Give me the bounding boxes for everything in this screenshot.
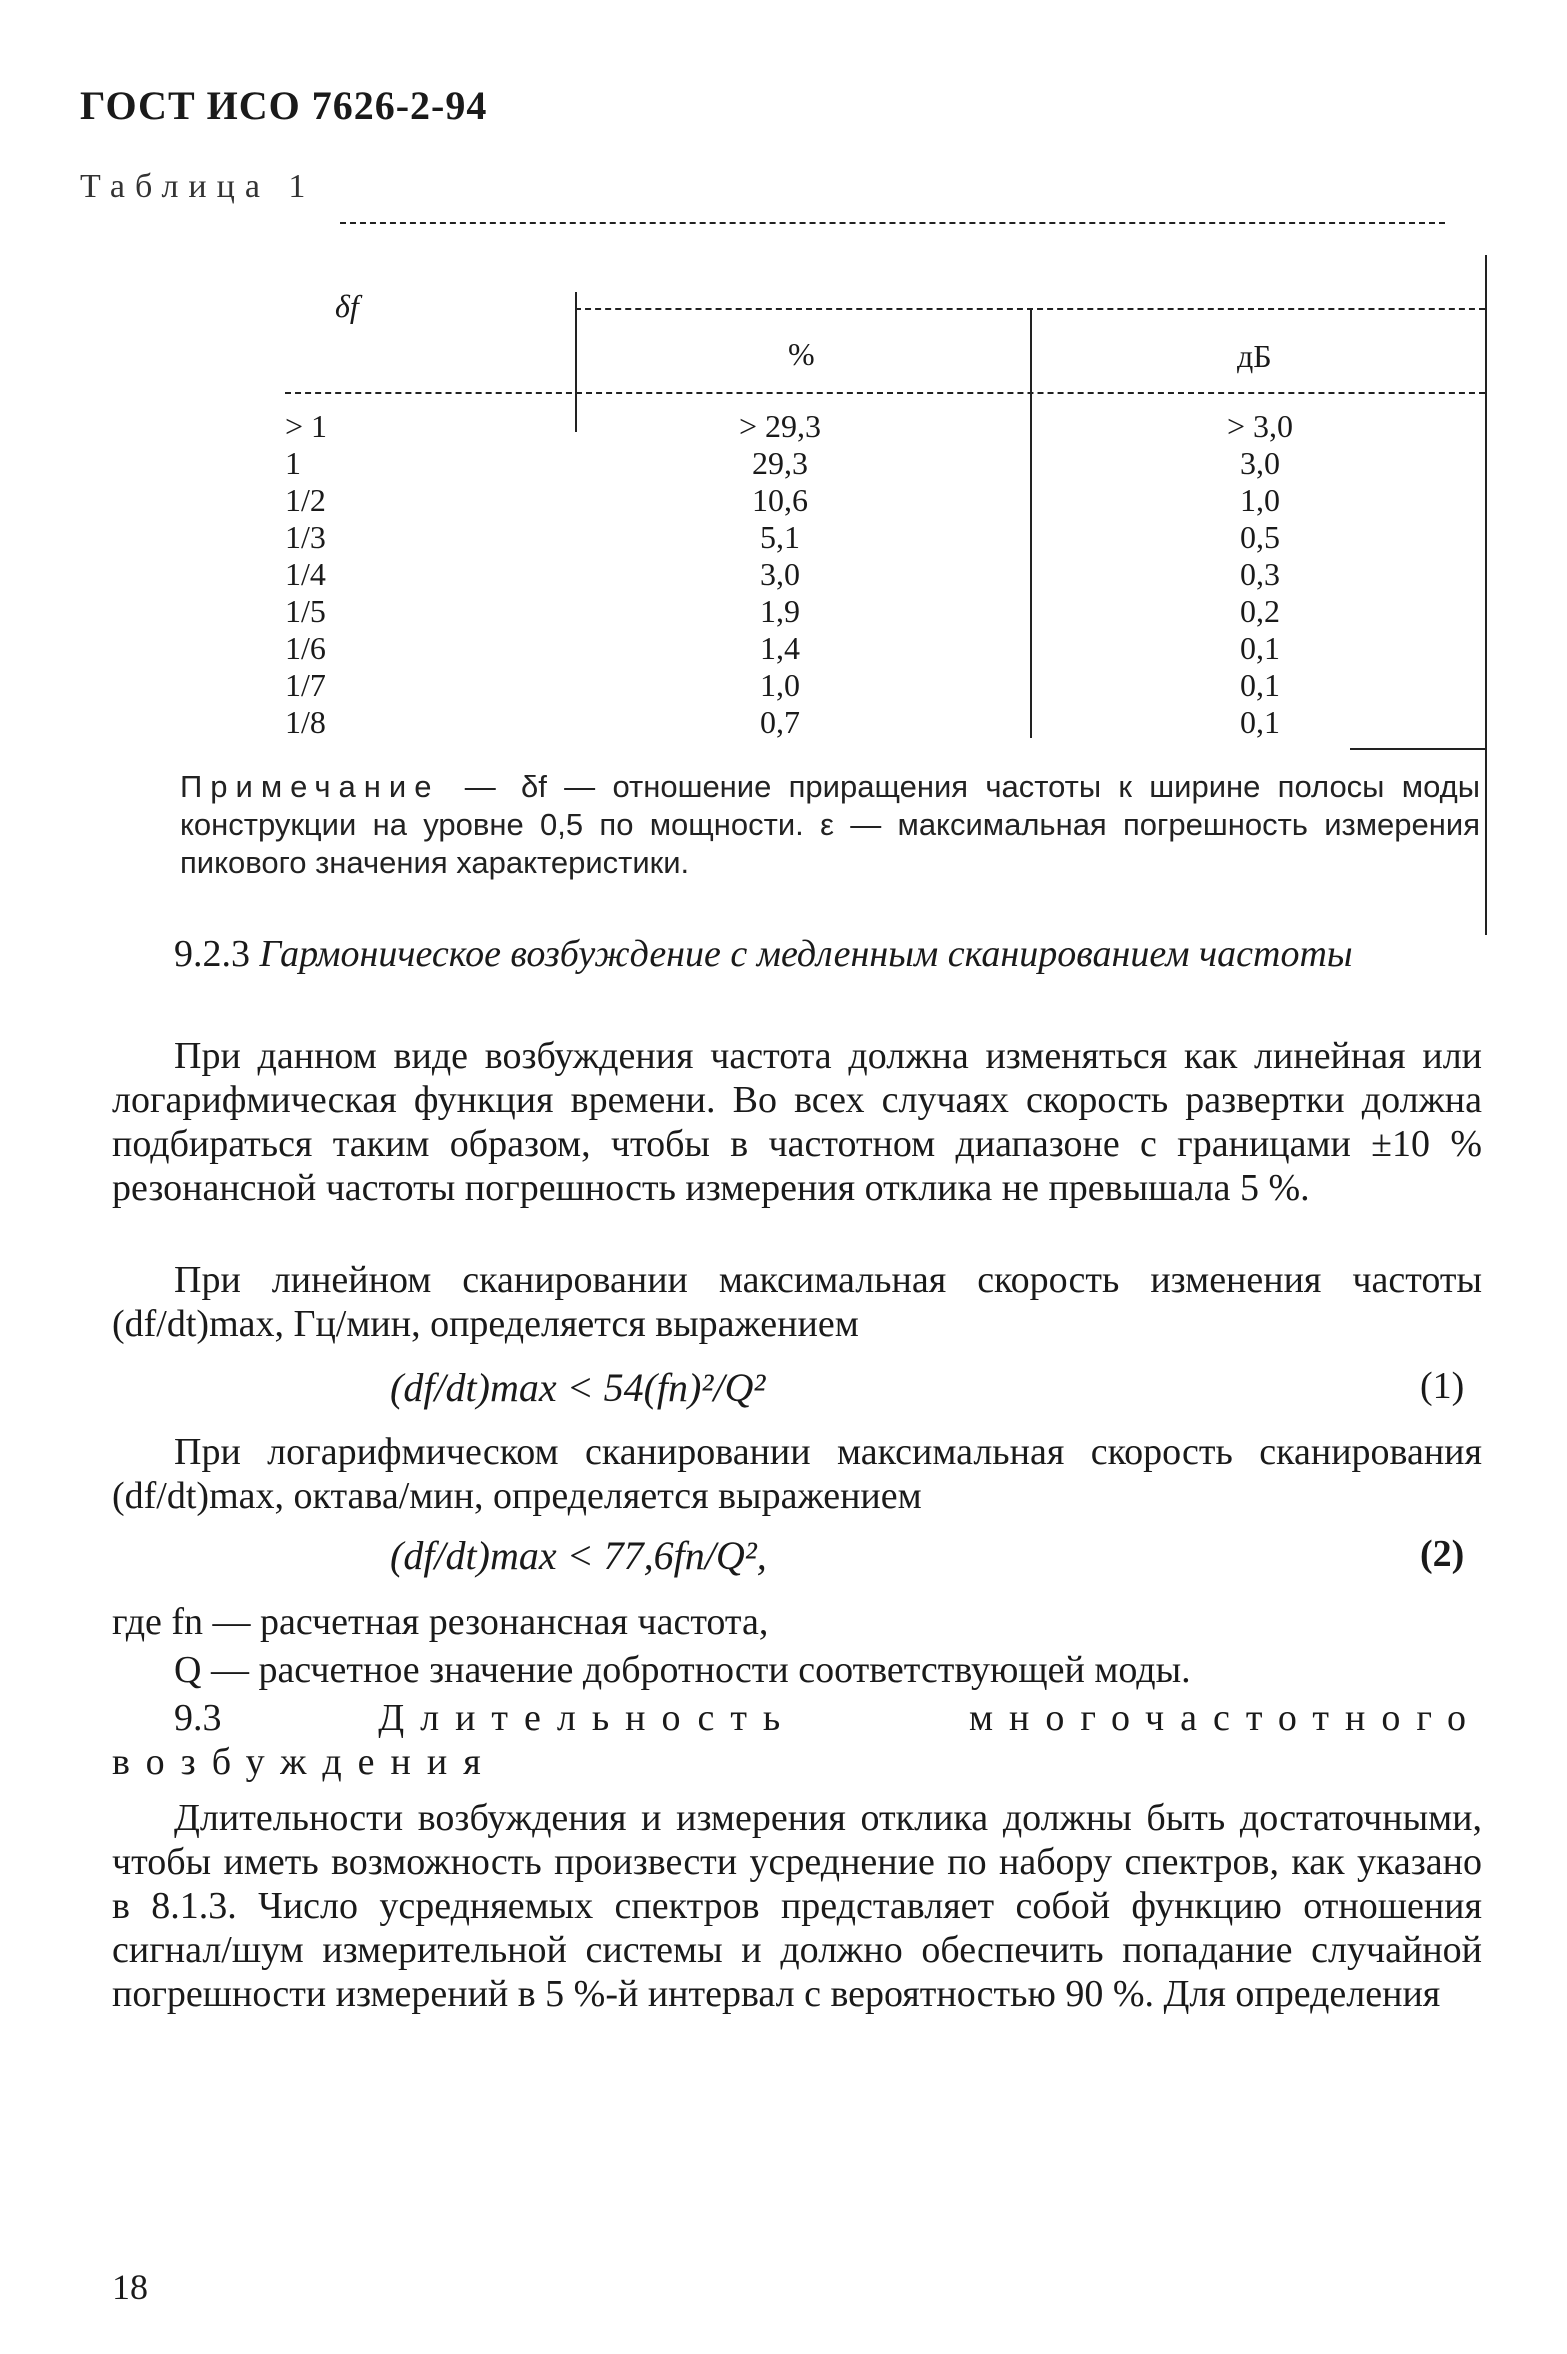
table-divider-3 [1485, 255, 1487, 935]
table-cell: > 1 [285, 408, 328, 444]
formula-2: (df/dt)max < 77,6fn/Q², [390, 1533, 767, 1578]
table-cell: 1/2 [285, 482, 326, 518]
where-line-2: Q — расчетное значение добротности соответствующей моды. [174, 1649, 1191, 1691]
table-header-percent: % [788, 336, 815, 372]
table-header-db: дБ [1237, 338, 1272, 374]
table-cell: 1/8 [285, 704, 326, 740]
table-cell: 0,1 [1240, 667, 1280, 703]
table-cell: 1/7 [285, 667, 326, 703]
table-caption: Таблица 1 [80, 168, 316, 205]
formula-1: (df/dt)max < 54(fn)²/Q² [390, 1365, 766, 1410]
table-bottom-rule [1350, 748, 1485, 750]
where-line-1: где fn — расчетная резонансная частота, [112, 1601, 769, 1643]
table-cell: 10,6 [752, 482, 808, 518]
table-subheader-rule [285, 392, 1485, 394]
table-cell: 1,0 [760, 667, 800, 703]
table-cell: 1,4 [760, 630, 800, 666]
table-cell: 0,2 [1240, 593, 1280, 629]
section-heading-9-2-3 [112, 932, 1482, 976]
section-title: Гармоническое возбуждение с медленным сканированием частоты [259, 933, 1353, 975]
table-column-db [1180, 408, 1340, 741]
table-cell: 0,5 [1240, 519, 1280, 555]
paragraph-9-2-3-2: При линейном сканировании максимальная скорость изменения частоты (df/dt)max, Гц/мин, определяется выражением [112, 1259, 1482, 1345]
table-cell: 0,1 [1240, 704, 1280, 740]
equation-number-1: (1) [1420, 1365, 1465, 1407]
table-divider-2 [1030, 308, 1032, 738]
paragraph-9-2-3-1: При данном виде возбуждения частота должна изменяться как линейная или логарифмическая функция времени. Во всех случаях скорость развертки должна подбираться таким образом, чтобы в частотном диапазоне с границами ±10 % резонансной частоты погрешность измерения отклика не превышала 5 %. [112, 1035, 1482, 1209]
equation-number-2: (2) [1420, 1533, 1465, 1575]
table-cell: 1/4 [285, 556, 326, 592]
section-number: 9.3 [174, 1697, 222, 1739]
note-text: δf — отношение приращения частоты к ширине полосы моды конструкции на уровне 0,5 по мощности. ε — максимальная погрешность измерения пикового значения характеристики. [180, 769, 1480, 880]
table-cell: 0,1 [1240, 630, 1280, 666]
table-column-percent [700, 408, 860, 741]
section-number: 9.2.3 [174, 933, 250, 975]
table-cell: 5,1 [760, 519, 800, 555]
table-note [180, 768, 1480, 882]
table-cell: 1/5 [285, 593, 326, 629]
table-header-delta-f: δf [335, 288, 359, 324]
table-cell: 0,7 [760, 704, 800, 740]
table-cell: 1/6 [285, 630, 326, 666]
document-header: ГОСТ ИСО 7626-2-94 [80, 83, 488, 128]
table-top-rule [340, 222, 1445, 224]
note-label: Примечание — [180, 769, 504, 804]
table-cell: 1/3 [285, 519, 326, 555]
paragraph-9-2-3-3: При логарифмическом сканировании максимальная скорость сканирования (df/dt)max, октава/мин, определяется выражением [112, 1431, 1482, 1517]
table-divider-1 [575, 292, 577, 432]
page-number: 18 [112, 2267, 148, 2307]
section-title: Длительность многочастотного возбуждения [112, 1697, 1483, 1783]
table-cell: 3,0 [760, 556, 800, 592]
table-cell: > 3,0 [1226, 408, 1294, 444]
table-cell: 1,0 [1240, 482, 1280, 518]
table-cell: > 29,3 [738, 408, 822, 444]
table-cell: 1,9 [760, 593, 800, 629]
table-cell: 29,3 [752, 445, 808, 481]
table-column-delta-f [285, 408, 365, 741]
section-heading-9-3 [112, 1696, 1482, 1784]
paragraph-9-3-1: Длительности возбуждения и измерения отклика должны быть достаточными, чтобы иметь возможность произвести усреднение по набору спектров, как указано в 8.1.3. Число усредняемых спектров представляет собой функцию отношения сигнал/шум измерительной системы и должно обеспечить попадание случайной погрешности измерений в 5 %-й интервал с вероятностью 90 %. Для определения [112, 1797, 1482, 2015]
table-cell: 1 [285, 445, 301, 481]
table-cell: 0,3 [1240, 556, 1280, 592]
table-cell: 3,0 [1240, 445, 1280, 481]
